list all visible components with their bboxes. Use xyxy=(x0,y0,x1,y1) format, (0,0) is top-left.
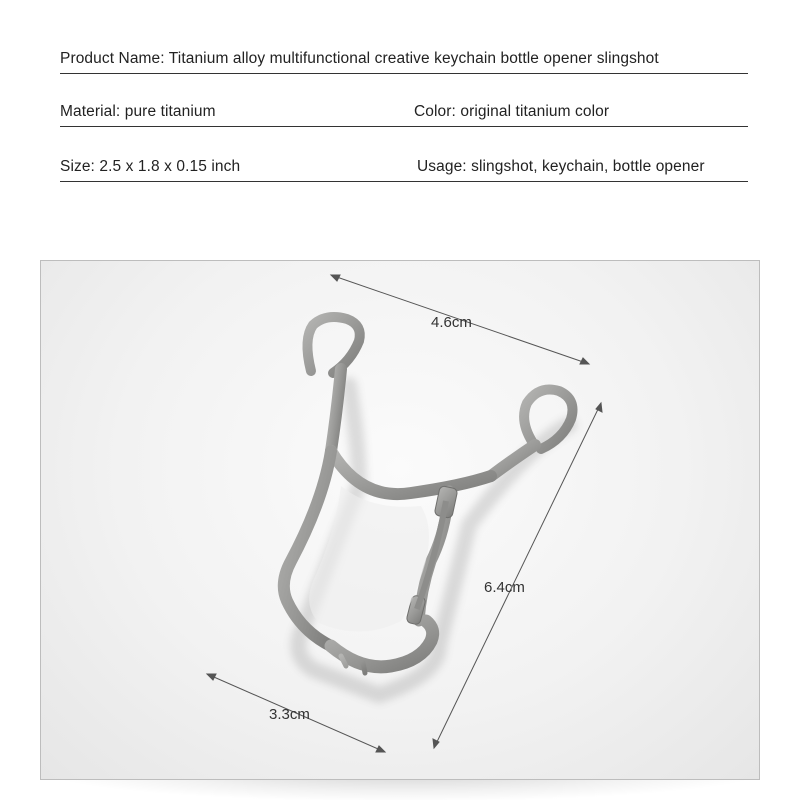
size-text: Size: 2.5 x 1.8 x 0.15 inch xyxy=(60,158,241,175)
spec-row-material-color xyxy=(60,103,748,125)
color-text: Color: original titanium color xyxy=(414,103,610,120)
dimension-label-height: 6.4cm xyxy=(484,579,525,596)
spec-row-size-usage xyxy=(60,158,748,180)
product-name-text: Product Name: Titanium alloy multifunctional creative keychain bottle opener slingshot xyxy=(60,50,659,67)
material-color-underline xyxy=(60,126,748,127)
usage-text: Usage: slingshot, keychain, bottle opener xyxy=(417,158,705,175)
product-photo-frame xyxy=(40,260,760,780)
size-usage-underline xyxy=(60,181,748,182)
spec-row-product-name xyxy=(60,50,748,72)
dimension-label-width-top: 4.6cm xyxy=(431,314,472,331)
material-text: Material: pure titanium xyxy=(60,103,216,120)
dimension-label-width-bottom: 3.3cm xyxy=(269,706,310,723)
slingshot-keychain-illustration xyxy=(41,261,760,780)
product-name-underline xyxy=(60,73,748,74)
